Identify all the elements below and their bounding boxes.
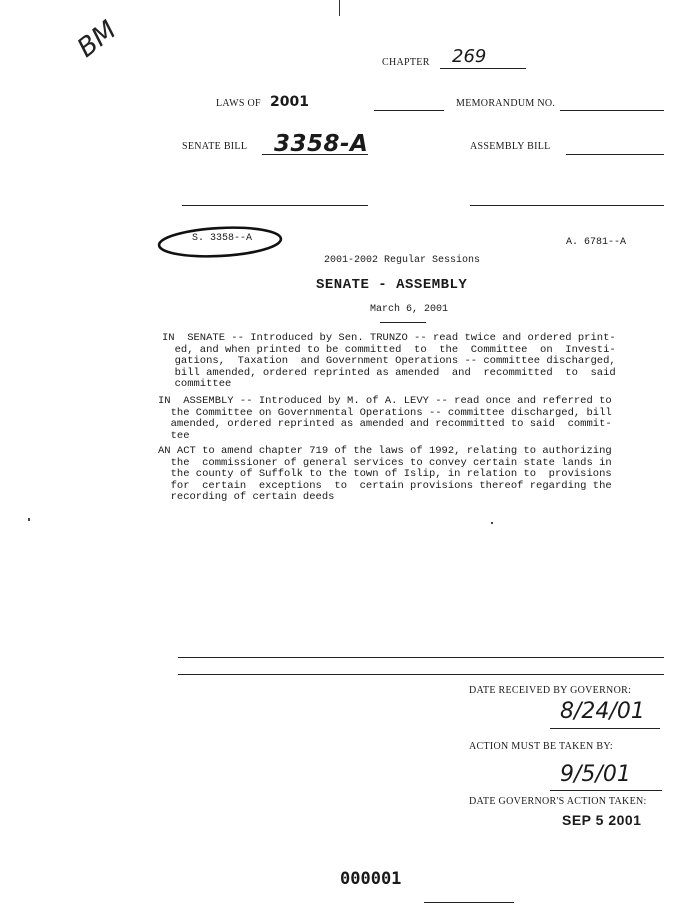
action-label: ACTION MUST BE TAKEN BY:: [469, 741, 614, 752]
paragraph-line: ed, and when printed to be committed to the Committee on Investi-: [162, 343, 616, 356]
assembly-bill-label: ASSEMBLY BILL: [470, 141, 551, 152]
memorandum-label: MEMORANDUM NO.: [456, 98, 556, 109]
session-text: 2001-2002 Regular Sessions: [324, 255, 481, 266]
paragraph-line: recording of certain deeds: [158, 491, 335, 503]
paragraph-line: the commissioner of general services to convey certain state lands in: [158, 456, 612, 469]
received-label: DATE RECEIVED BY GOVERNOR:: [469, 685, 632, 696]
senate-paragraph: [162, 333, 616, 391]
action-line: [550, 790, 662, 791]
paragraph-line: AN ACT to amend chapter 719 of the laws of 1992, relating to authorizing: [158, 445, 612, 457]
laws-label: LAWS OF: [216, 98, 261, 109]
action-value: 9/5/01: [560, 762, 631, 787]
senate-bill-label: SENATE BILL: [182, 141, 248, 152]
signature-line-right: [470, 205, 664, 206]
date-underline: [380, 322, 426, 323]
top-tick: [339, 0, 340, 16]
paragraph-line: for certain exceptions to certain provisions thereof regarding the: [158, 479, 612, 492]
stray-mark: [28, 518, 30, 521]
senate-bill-value: 3358-A: [274, 131, 369, 157]
laws-year: 2001: [270, 94, 309, 110]
bottom-rule-1: [178, 657, 664, 658]
senate-number: S. 3358--A: [192, 233, 253, 244]
laws-line: [374, 110, 444, 111]
page-number: 000001: [340, 869, 402, 889]
bill-date: March 6, 2001: [370, 304, 449, 315]
paragraph-line: amended, ordered reprinted as amended and recommitted to said commit-: [158, 418, 612, 430]
memorandum-line: [560, 110, 664, 111]
chapter-line: [440, 68, 526, 69]
stray-mark: [491, 522, 493, 524]
paragraph-line: bill amended, ordered reprinted as amended and recommitted to said: [162, 366, 616, 379]
act-paragraph: [158, 446, 612, 504]
paragraph-line: the Committee on Governmental Operations -- committee discharged, bill: [158, 406, 612, 419]
paragraph-line: IN ASSEMBLY -- Introduced by M. of A. LEVY -- read once and referred to: [158, 395, 612, 407]
received-value: 8/24/01: [560, 699, 645, 724]
bottom-rule-2: [178, 674, 664, 675]
assembly-bill-line: [566, 154, 664, 155]
taken-stamp: SEP 5 2001: [562, 812, 642, 828]
footer-line: [424, 902, 514, 903]
paragraph-line: committee: [162, 378, 232, 390]
paragraph-line: tee: [158, 429, 190, 442]
assembly-number: A. 6781--A: [566, 237, 627, 248]
assembly-paragraph: [158, 396, 612, 442]
house-title: SENATE - ASSEMBLY: [316, 277, 468, 293]
received-line: [550, 728, 660, 729]
chapter-value: 269: [452, 46, 487, 67]
handwritten-initials: BM: [72, 15, 123, 64]
paragraph-line: IN SENATE -- Introduced by Sen. TRUNZO -- read twice and ordered print-: [162, 332, 616, 344]
paragraph-line: gations, Taxation and Government Operations -- committee discharged,: [162, 355, 616, 367]
taken-label: DATE GOVERNOR'S ACTION TAKEN:: [469, 796, 647, 807]
chapter-label: CHAPTER: [382, 57, 430, 68]
signature-line-left: [182, 205, 368, 206]
paragraph-line: the county of Suffolk to the town of Islip, in relation to provisions: [158, 468, 612, 480]
senate-bill-line: [262, 154, 368, 155]
